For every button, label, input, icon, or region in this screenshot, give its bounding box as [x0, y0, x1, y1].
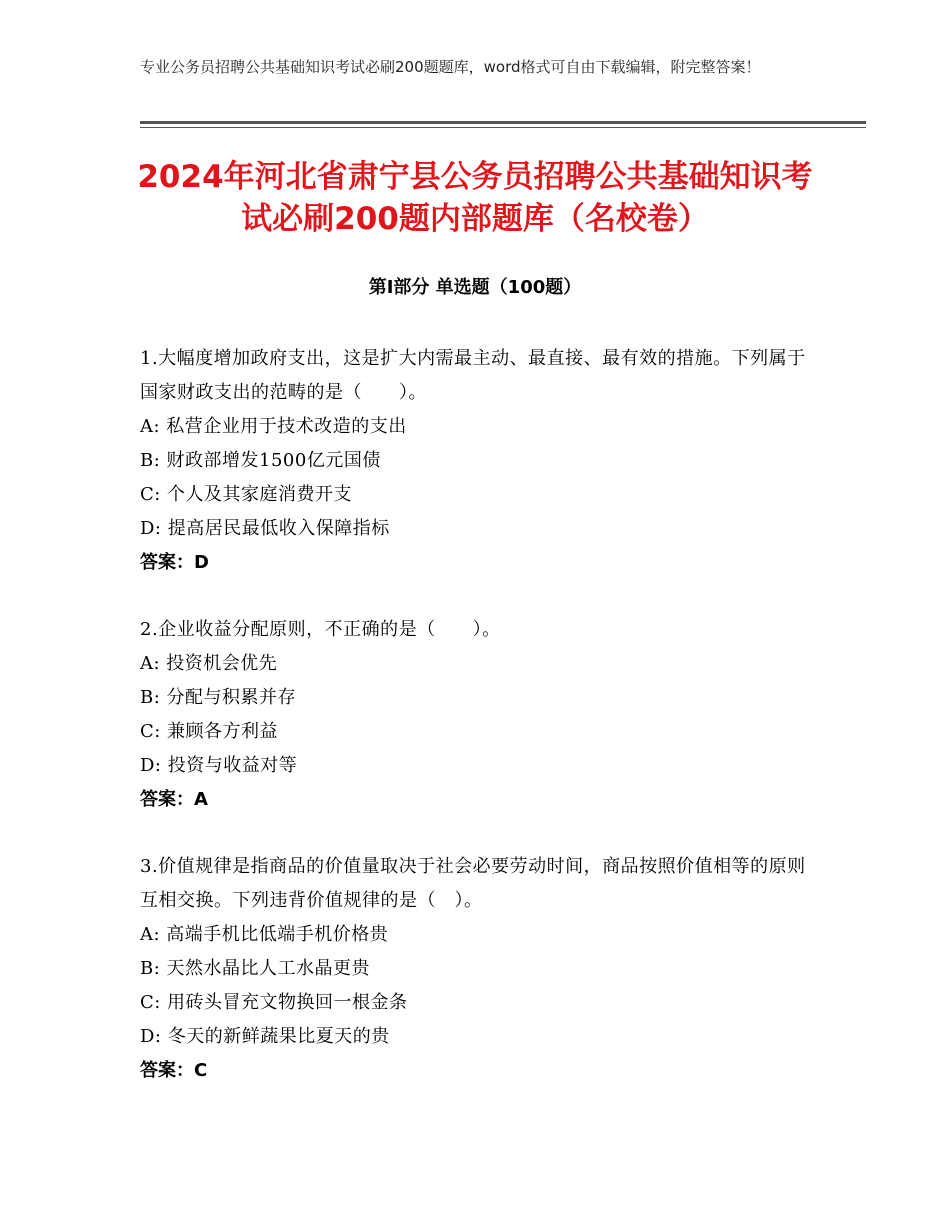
answer-line: 答案：D	[140, 552, 209, 573]
question-stem: 3.价值规律是指商品的价值量取决于社会必要劳动时间，商品按照价值相等的原则互相交换。下列违背价值规律的是（ ）。	[140, 856, 806, 911]
option-b: B: 分配与积累并存	[140, 687, 297, 708]
answer-line: 答案：C	[140, 1060, 208, 1081]
option-d: D: 投资与收益对等	[140, 755, 298, 776]
answer-line: 答案：A	[140, 789, 208, 810]
document-title: 2024年河北省肃宁县公务员招聘公共基础知识考试必刷200题内部题库（名校卷）	[137, 159, 813, 237]
header-note: 专业公务员招聘公共基础知识考试必刷200题题库，word格式可自由下载编辑，附完整答案！	[140, 58, 761, 76]
option-c: C: 用砖头冒充文物换回一根金条	[140, 992, 408, 1013]
option-a: A: 高端手机比低端手机价格贵	[140, 924, 389, 945]
question-item	[140, 342, 810, 580]
question-stem: 1.大幅度增加政府支出，这是扩大内需最主动、最直接、最有效的措施。下列属于国家财政支出的范畴的是（ ）。	[140, 348, 806, 403]
option-b: B: 财政部增发1500亿元国债	[140, 450, 381, 471]
question-item	[140, 850, 810, 1088]
question-item	[140, 613, 810, 817]
option-a: A: 私营企业用于技术改造的支出	[140, 416, 407, 437]
option-b: B: 天然水晶比人工水晶更贵	[140, 958, 371, 979]
header-divider-thick	[140, 121, 866, 124]
question-list	[140, 342, 810, 1121]
option-c: C: 个人及其家庭消费开支	[140, 484, 353, 505]
question-stem: 2.企业收益分配原则，不正确的是（ ）。	[140, 619, 501, 640]
option-d: D: 提高居民最低收入保障指标	[140, 518, 390, 539]
header-divider-thin	[140, 127, 866, 128]
option-a: A: 投资机会优先	[140, 653, 278, 674]
section-title: 第Ⅰ部分 单选题（100题）	[368, 277, 582, 298]
option-c: C: 兼顾各方利益	[140, 721, 279, 742]
option-d: D: 冬天的新鲜蔬果比夏天的贵	[140, 1026, 390, 1047]
